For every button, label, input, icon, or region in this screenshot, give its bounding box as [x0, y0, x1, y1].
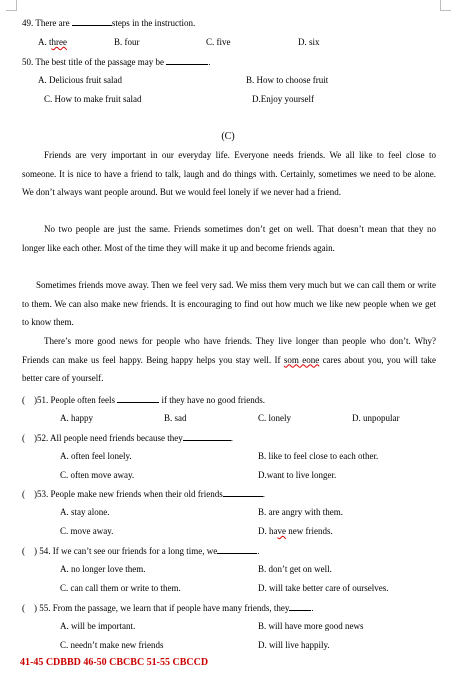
question-52-option-a: A. often feel lonely.: [60, 451, 132, 461]
answer-blank: [166, 55, 208, 65]
question-51-option-d: D. unpopular: [352, 413, 400, 423]
question-49-stem: 49. There are steps in the instruction.: [22, 18, 196, 28]
question-55-option-b: B. will have more good news: [258, 621, 364, 631]
question-54-option-b: B. don’t get on well.: [258, 564, 332, 574]
question-55-option-d: D. will live happily.: [258, 640, 330, 650]
question-52-option-b: B. like to feel close to each other.: [258, 451, 379, 461]
question-50-option-b: B. How to choose fruit: [246, 75, 329, 85]
question-54-option-d: D. will take better care of ourselves.: [258, 583, 389, 593]
answer-blank: [223, 487, 263, 497]
question-51-stem: ( )51. People often feels if they have no good friends.: [22, 395, 265, 405]
question-49-option-a: A. three: [38, 37, 67, 47]
question-50-option-a: A. Delicious fruit salad: [38, 75, 122, 85]
passage-paragraph-1: Friends are very important in our everyday life. Everyone needs friends. We all like to feel close to someone. It is nice to have a friend to talk, laugh and do things with. Certainly, sometimes we need to be alone. We don’t always want people around. But we would feel lonely if we never had a friend.: [22, 150, 436, 198]
answer-blank: [289, 601, 311, 611]
question-50-stem: 50. The best title of the passage may be .: [22, 57, 211, 67]
question-54-option-a: A. no longer love them.: [60, 564, 146, 574]
question-49-option-c: C. five: [206, 37, 231, 47]
question-51-option-c: C. lonely: [258, 413, 291, 423]
answer-blank: [117, 393, 159, 403]
question-53-option-a: A. stay alone.: [60, 507, 110, 517]
answer-blank: [183, 431, 231, 441]
question-55-option-c: C. needn’t make new friends: [60, 640, 164, 650]
page-corner-mark-left: [6, 0, 17, 11]
question-52-option-c: C. often move away.: [60, 470, 135, 480]
question-51-option-b: B. sad: [164, 413, 187, 423]
question-49-option-d: D. six: [298, 37, 320, 47]
question-52-stem: ( )52. All people need friends because they .: [22, 433, 233, 443]
question-53-option-c: C. move away.: [60, 526, 114, 536]
question-50-option-d: D.Enjoy yourself: [252, 94, 314, 104]
question-54-option-c: C. can call them or write to them.: [60, 583, 181, 593]
question-54-stem: ( ) 54. If we can’t see our friends for a long time, we .: [22, 546, 260, 556]
question-55-option-a: A. will be important.: [60, 621, 136, 631]
answer-key: 41-45 CDBBD 46-50 CBCBC 51-55 CBCCD: [20, 657, 209, 668]
question-50-option-c: C. How to make fruit salad: [44, 94, 142, 104]
question-53-option-b: B. are angry with them.: [258, 507, 343, 517]
passage-paragraph-2: No two people are just the same. Friends sometimes don’t get on well. That doesn’t mean that they no longer like each other. Most of the time they will make it up and become friends again.: [22, 224, 436, 253]
page-corner-mark-right: [440, 0, 451, 11]
question-52-option-d: D.want to live longer.: [258, 470, 337, 480]
passage-paragraph-4: There’s more good news for people who have friends. They live longer than people who don’t. Why? Friends can make us feel happy. Being happy helps you stay well. If som eone cares about you, you will take better care of yourself.: [22, 336, 437, 384]
question-55-stem: ( ) 55. From the passage, we learn that if people have many friends, they .: [22, 603, 314, 613]
answer-blank: [217, 544, 257, 554]
passage-paragraph-3: Sometimes friends move away. Then we feel very sad. We miss them very much but we can call them or write to them. We can also make new friends. It is encouraging to find out how much we like new people when we get to know them.: [22, 280, 436, 328]
question-53-stem: ( )53. People make new friends when their old friends .: [22, 489, 265, 499]
answer-blank: [72, 16, 112, 26]
section-label: (C): [221, 131, 235, 142]
question-51-option-a: A. happy: [60, 413, 93, 423]
question-53-option-d: D. have new friends.: [258, 526, 333, 536]
question-49-option-b: B. four: [114, 37, 140, 47]
